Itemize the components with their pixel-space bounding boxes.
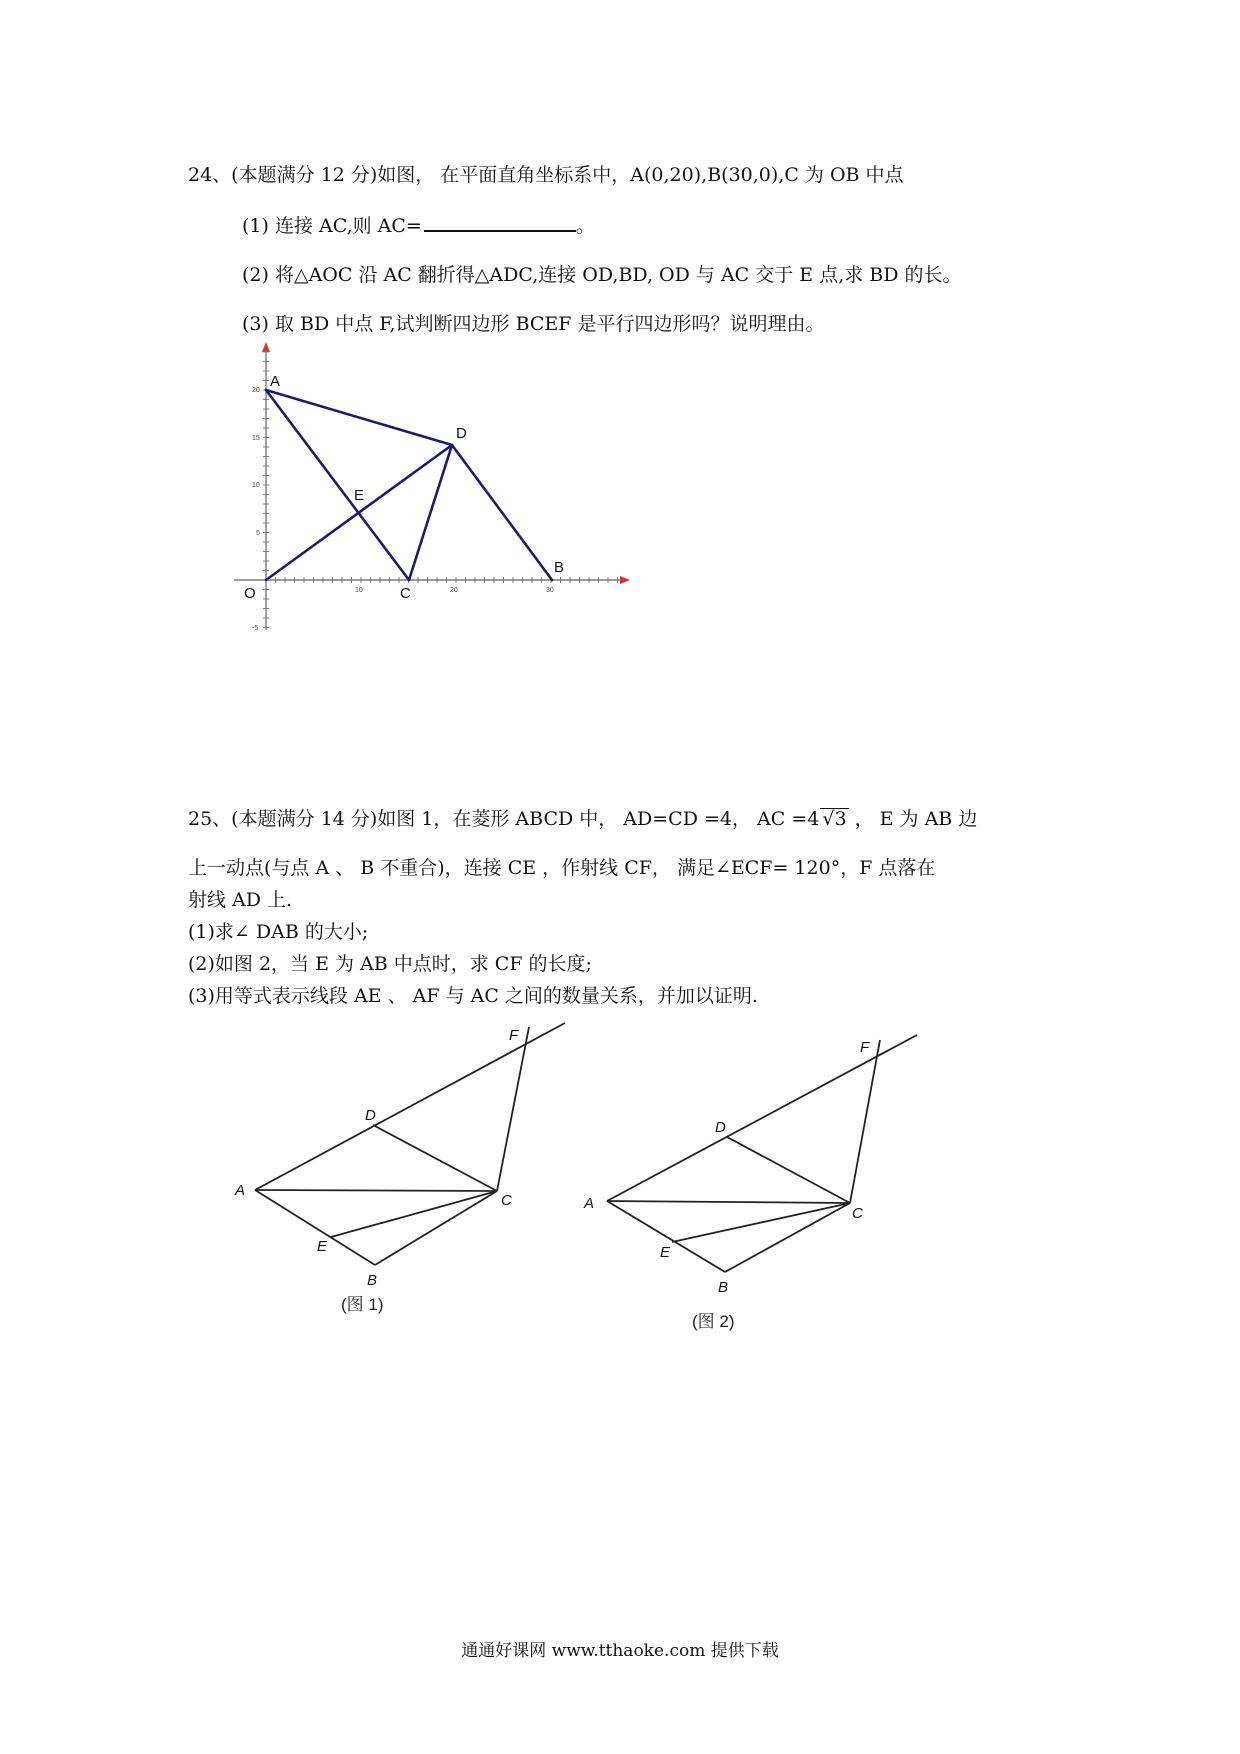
q25-line1 [188, 804, 977, 831]
segment-AC [255, 1190, 497, 1191]
fig1-F-label: F [509, 1027, 519, 1044]
segment-DC [727, 1137, 850, 1203]
segment-OD [266, 445, 452, 580]
fig2-caption: (图 2) [692, 1312, 735, 1331]
fig1-D-label: D [365, 1107, 376, 1124]
ray-AD [255, 1023, 565, 1190]
answer-blank[interactable] [424, 216, 576, 232]
ray-CF [850, 1040, 880, 1203]
x-tick-30: 30 [546, 587, 554, 594]
fig2-D-label: D [715, 1119, 726, 1136]
q25-part2: (2)如图 2，当 E 为 AB 中点时，求 CF 的长度; [188, 953, 592, 975]
y-tick-neg5: -5 [252, 625, 259, 632]
segment-BC [725, 1203, 850, 1272]
y-tick-10: 10 [252, 482, 260, 489]
y-tick-15: 15 [252, 435, 260, 442]
sqrt-value: √3 [822, 808, 847, 830]
point-D-label: D [456, 425, 467, 442]
y-axis-arrow [262, 342, 270, 352]
ray-AD [607, 1035, 917, 1201]
y-tick-20: 20 [252, 387, 260, 394]
q24-part3: (3) 取 BD 中点 F,试判断四边形 BCEF 是平行四边形吗？说明理由。 [242, 313, 825, 335]
segment-DC [373, 1125, 497, 1191]
segment-BC [375, 1191, 497, 1265]
segment-CD [409, 445, 452, 580]
q25-figure-1 [225, 1015, 585, 1315]
point-A-label: A [270, 373, 281, 390]
fig1-B-label: B [367, 1272, 378, 1289]
x-tick-10: 10 [355, 587, 363, 594]
segment-AC [607, 1201, 850, 1203]
q24-figure [220, 340, 640, 640]
q25-line1-text: 25、(本题满分 14 分)如图 1，在菱形 ABCD 中， AD=CD =4， AC =4 [188, 808, 820, 830]
segment-DB [452, 445, 552, 580]
x-axis-arrow [620, 576, 630, 584]
axis-ticks [263, 352, 618, 628]
point-B-label: B [554, 559, 565, 576]
fig2-C-label: C [852, 1205, 863, 1222]
segment-AC [266, 390, 409, 580]
segment-AB [607, 1201, 725, 1272]
q24-part1 [242, 211, 595, 238]
segment-AD [266, 390, 452, 445]
q24-part1-suffix: 。 [575, 215, 595, 237]
point-C-label: C [400, 585, 411, 602]
q25-part1: (1)求∠ DAB 的大小; [188, 921, 369, 943]
q25-part3: (3)用等式表示线段 AE 、 AF 与 AC 之间的数量关系，并加以证明. [188, 985, 758, 1007]
fig2-F-label: F [860, 1039, 870, 1056]
fig2-E-label: E [660, 1244, 671, 1261]
point-O-label: O [244, 585, 256, 602]
q25-line2: 上一动点(与点 A 、 B 不重合)，连接 CE ，作射线 CF， 满足∠ECF= 120°，F 点落在 [188, 857, 936, 879]
q24-header: 24、(本题满分 12 分)如图， 在平面直角坐标系中，A(0,20),B(30,0),C 为 OB 中点 [188, 164, 904, 186]
fig2-A-label: A [584, 1195, 595, 1212]
fig1-caption: (图 1) [341, 1295, 384, 1314]
point-E-label: E [354, 487, 365, 504]
fig2-B-label: B [718, 1279, 729, 1296]
segment-AB [255, 1190, 375, 1265]
y-tick-5: 5 [256, 530, 260, 537]
q24-part1-text: (1) 连接 AC,则 AC= [242, 215, 422, 237]
fig1-C-label: C [501, 1192, 512, 1209]
page-footer: 通通好课网 www.tthaoke.com 提供下载 [461, 1641, 779, 1661]
segment-EC [331, 1191, 497, 1237]
q25-figure-2 [580, 1020, 940, 1340]
fig1-A-label: A [235, 1182, 246, 1199]
segment-EC [672, 1203, 850, 1242]
sqrt-radicand: 3 [834, 808, 847, 830]
q24-part2: (2) 将△AOC 沿 AC 翻折得△ADC,连接 OD,BD, OD 与 AC 交于 E 点,求 BD 的长。 [242, 264, 962, 286]
x-tick-20: 20 [450, 587, 458, 594]
fig1-E-label: E [317, 1238, 328, 1255]
q25-line3: 射线 AD 上. [188, 889, 293, 911]
q25-line1-tail: ， E 为 AB 边 [848, 808, 978, 830]
